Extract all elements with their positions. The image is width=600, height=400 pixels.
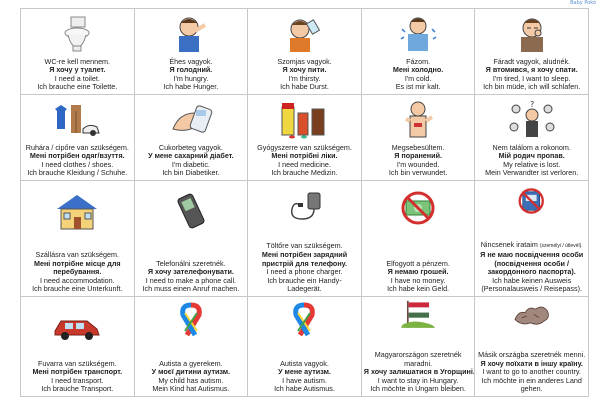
de-text: Ich habe Hunger. xyxy=(163,82,219,92)
hu-text: WC-re kell mennem. xyxy=(44,56,111,66)
en-text: I have autism. xyxy=(282,375,327,385)
uk-text: Мені холодно. xyxy=(392,65,444,75)
en-text: I'm cold. xyxy=(404,73,432,83)
hu-text: Gyógyszerre van szükségem. xyxy=(257,142,352,152)
hu-text: Megsebesültem. xyxy=(391,142,445,152)
phrase-card-grid xyxy=(20,8,589,397)
tired-person-icon xyxy=(506,13,558,53)
de-text: Ich brauche Transport. xyxy=(41,384,114,394)
hu-text: Nincsenek irataim xyxy=(480,240,538,250)
hu-text-2: maradni. xyxy=(404,358,433,368)
svg-text:?: ? xyxy=(529,100,534,109)
car-icon xyxy=(51,305,103,345)
card-medicine xyxy=(248,95,362,181)
hu-text: Nem találom a rokonom. xyxy=(492,142,571,152)
uk-text: Я хочу залишатися в Угорщині. xyxy=(363,367,475,377)
lost-relatives-icon xyxy=(506,99,558,139)
europe-map-icon xyxy=(506,299,558,333)
card-tired xyxy=(475,9,589,95)
uk-text: Мій родич пропав. xyxy=(498,151,565,161)
card-stay-hungary xyxy=(362,297,476,397)
uk-text: Мені потрібен зарядний xyxy=(261,250,348,260)
hungry-person-icon xyxy=(165,13,217,53)
autism-ribbon-icon xyxy=(165,301,217,341)
en-text: I want to stay in Hungary. xyxy=(377,375,459,385)
en-text: My relative is lost. xyxy=(503,159,561,169)
house-icon xyxy=(51,191,103,231)
hu-text: Elfogyott a pénzem. xyxy=(386,258,450,268)
card-phone-call xyxy=(135,181,249,297)
card-diabetic xyxy=(135,95,249,181)
hu-text: Fáradt vagyok, aludnék. xyxy=(493,56,571,66)
card-accommodation xyxy=(21,181,135,297)
de-text: Ich habe kein Geld. xyxy=(387,284,450,294)
uk-text-2: перебування. xyxy=(53,267,102,277)
uk-text: У моєї дитини аутизм. xyxy=(151,367,231,377)
en-text: I'm tired, I want to sleep. xyxy=(492,73,571,83)
hu-text: Magyarországon szeretnék xyxy=(374,350,462,360)
card-hungry xyxy=(135,9,249,95)
de-text: Mein Verwandter ist verloren. xyxy=(485,168,579,178)
en-text: I'm thirsty. xyxy=(288,73,321,83)
hu-text: Autista vagyok. xyxy=(280,358,329,368)
card-clothes xyxy=(21,95,135,181)
en-text: My child has autism. xyxy=(158,375,224,385)
hu-text: Töltőre van szükségem. xyxy=(266,241,343,251)
card-wounded xyxy=(362,95,476,181)
medicine-icon xyxy=(278,99,330,139)
en-text: I need medicine. xyxy=(278,159,331,169)
en-text: I need to make a phone call. xyxy=(145,275,237,285)
uk-text: Я не маю посвідчення особи xyxy=(480,250,584,260)
hu-text: Szállásra van szükségem. xyxy=(35,250,120,260)
card-self-autism xyxy=(248,297,362,397)
thirsty-person-icon xyxy=(278,13,330,53)
uk-text: Мені потрібні ліки. xyxy=(271,151,338,161)
en-text: I want to go to another country. xyxy=(482,367,581,377)
uk-text: У мене сахарний діабет. xyxy=(148,151,234,161)
hu-text: Autista a gyerekem. xyxy=(159,358,223,368)
de-text: Mein Kind hat Autismus. xyxy=(152,384,230,394)
card-thirsty xyxy=(248,9,362,95)
de-text-2: (Personalausweis / Reisepass). xyxy=(481,284,583,294)
hu-text: Másik országba szeretnék menni. xyxy=(478,350,586,360)
hu-text: Telefonálni szeretnék. xyxy=(156,258,226,268)
cold-person-icon xyxy=(392,13,444,53)
de-text: Ich habe Durst. xyxy=(280,82,329,92)
de-text: Ich bin müde, ich will schlafen. xyxy=(483,82,581,92)
uk-text: Мені потрібне місце для xyxy=(33,258,121,268)
logo: Baby Pokó xyxy=(570,0,596,6)
de-text: Ich brauche Medizin. xyxy=(271,168,338,178)
hu-text: Cukorbeteg vagyok. xyxy=(158,142,223,152)
en-text: I'm diabetic. xyxy=(171,159,210,169)
hu-text: Éhes vagyok. xyxy=(169,56,213,66)
en-text: I have no money. xyxy=(390,275,446,285)
de-text-2: Ladegerät. xyxy=(287,284,322,294)
de-text: Ich brauche Kleidung / Schuhe. xyxy=(27,168,128,178)
uk-text-3: закордонного паспорта). xyxy=(487,267,576,277)
card-phone-charger xyxy=(248,181,362,297)
no-money-icon xyxy=(392,189,444,229)
uk-text: У мене аутизм. xyxy=(278,367,331,377)
en-text: I need a toilet. xyxy=(54,73,100,83)
de-text: Ich möchte in ein anderes Land xyxy=(481,375,582,385)
no-id-card-icon xyxy=(512,185,552,217)
de-text-2: gehen. xyxy=(520,384,543,394)
card-transport xyxy=(21,297,135,397)
glucose-meter-icon xyxy=(165,99,217,139)
hu-text: Ruhára / cipőre van szükségem. xyxy=(25,142,129,152)
en-text: I need accommodation. xyxy=(39,275,115,285)
uk-text: Я хочу зателефонувати. xyxy=(147,267,234,277)
de-text: Es ist mir kalt. xyxy=(395,82,441,92)
en-text: I need a phone charger. xyxy=(266,267,343,277)
de-text: Ich bin Diabetiker. xyxy=(162,168,220,178)
en-text: I need transport. xyxy=(51,375,104,385)
card-other-country xyxy=(475,297,589,397)
uk-text: Я хочу поїхати в іншу країну. xyxy=(480,358,583,368)
de-text: Ich muss einen Anruf machen. xyxy=(142,284,240,294)
hu-text: Fázom. xyxy=(406,56,431,66)
de-text: Ich habe keinen Ausweis xyxy=(492,275,572,285)
de-text: Ich habe Autismus. xyxy=(274,384,335,394)
uk-text: Я хочу пити. xyxy=(282,65,327,75)
uk-text: Я немаю грошей. xyxy=(387,267,449,277)
uk-text: Я голодний. xyxy=(169,65,213,75)
en-text: I need clothes / shoes. xyxy=(41,159,114,169)
wounded-person-icon xyxy=(392,99,444,139)
uk-text: Я втомився, я хочу спати. xyxy=(485,65,578,75)
card-no-money xyxy=(362,181,476,297)
de-text: Ich möchte in Ungarn bleiben. xyxy=(370,384,466,394)
uk-text-2: (посвідчення особи / xyxy=(494,258,569,268)
phone-charger-icon xyxy=(278,189,330,229)
card-toilet xyxy=(21,9,135,95)
card-cold xyxy=(362,9,476,95)
de-text: Ich bin verwundet. xyxy=(388,168,448,178)
hu-text: Szomjas vagyok. xyxy=(277,56,332,66)
hungary-flag-icon xyxy=(392,299,444,333)
hu-text-note: (személyi / útlevél). xyxy=(539,243,583,250)
autism-ribbon-icon xyxy=(278,301,330,341)
de-text: Ich brauche eine Unterkunft. xyxy=(32,284,123,294)
en-text: I'm hungry. xyxy=(173,73,209,83)
card-child-autism xyxy=(135,297,249,397)
uk-text: Я хочу у туалет. xyxy=(49,65,106,75)
card-no-id xyxy=(475,181,589,297)
clothes-icon xyxy=(51,99,103,139)
uk-text: Я поранений. xyxy=(394,151,442,161)
toilet-icon xyxy=(51,13,103,53)
de-text: Ich brauche ein Handy- xyxy=(267,275,342,285)
uk-text: Мені потрібен транспорт. xyxy=(32,367,123,377)
mobile-phone-icon xyxy=(165,191,217,231)
en-text: I'm wounded. xyxy=(396,159,440,169)
hu-text: Fuvarra van szükségem. xyxy=(37,358,117,368)
card-lost-relative xyxy=(475,95,589,181)
uk-text: Мені потрібен одяг/взуття. xyxy=(29,151,125,161)
uk-text-2: пристрій для телефону. xyxy=(261,258,348,268)
de-text: Ich brauche eine Toilette. xyxy=(37,82,118,92)
